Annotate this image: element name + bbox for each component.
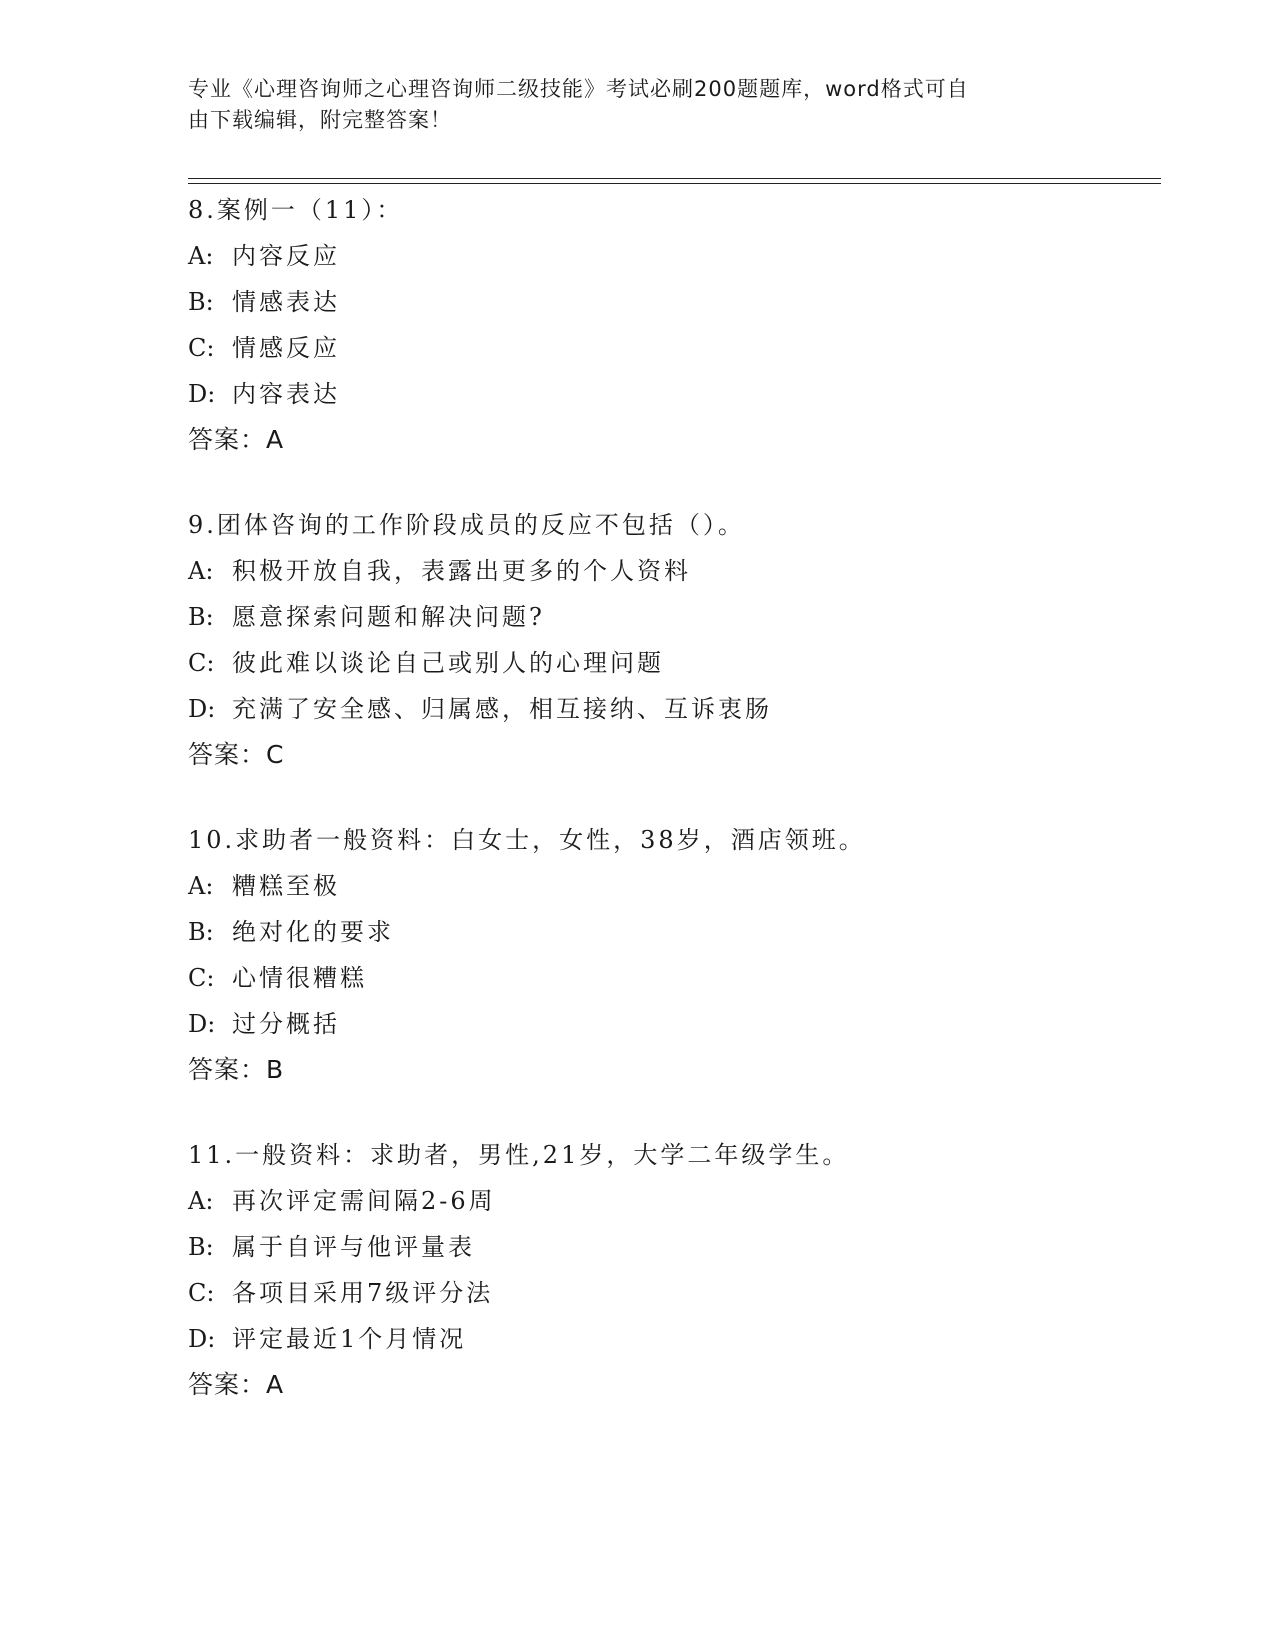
option-text: 愿意探索问题和解决问题? xyxy=(232,603,545,631)
option-text: 过分概括 xyxy=(232,1010,340,1038)
option-text: 情感表达 xyxy=(232,288,340,316)
answer-line: 答案：C xyxy=(188,740,285,769)
option-d xyxy=(188,686,1148,732)
option-b xyxy=(188,1224,1148,1270)
option-letter: C: xyxy=(188,1279,215,1307)
option-text: 积极开放自我，表露出更多的个人资料 xyxy=(232,557,691,585)
option-text: 评定最近1个月情况 xyxy=(232,1325,467,1353)
option-letter: D: xyxy=(188,380,216,408)
question-11 xyxy=(188,1132,1148,1408)
header-line-2: 由下载编辑，附完整答案！ xyxy=(188,108,452,132)
option-letter: B: xyxy=(188,603,214,631)
document-header xyxy=(188,74,1088,136)
option-letter: B: xyxy=(188,1233,214,1261)
option-c xyxy=(188,1270,1148,1316)
option-b xyxy=(188,909,1148,955)
option-text: 彼此难以谈论自己或别人的心理问题 xyxy=(232,649,664,677)
option-d xyxy=(188,371,1148,417)
option-c xyxy=(188,325,1148,371)
option-text: 充满了安全感、归属感，相互接纳、互诉衷肠 xyxy=(232,695,772,723)
header-divider-bottom xyxy=(188,183,1161,184)
option-letter: B: xyxy=(188,288,214,316)
option-text: 内容反应 xyxy=(232,242,340,270)
question-10 xyxy=(188,817,1148,1093)
question-stem: 9.团体咨询的工作阶段成员的反应不包括（）。 xyxy=(188,511,745,539)
option-c xyxy=(188,640,1148,686)
option-a xyxy=(188,548,1148,594)
option-d xyxy=(188,1001,1148,1047)
option-letter: A: xyxy=(188,557,214,585)
option-text: 内容表达 xyxy=(232,380,340,408)
option-text: 糟糕至极 xyxy=(232,872,340,900)
option-a xyxy=(188,1178,1148,1224)
option-text: 绝对化的要求 xyxy=(232,918,394,946)
answer-line: 答案：A xyxy=(188,1370,285,1399)
option-a xyxy=(188,863,1148,909)
option-letter: A: xyxy=(188,872,214,900)
option-letter: D: xyxy=(188,1010,216,1038)
option-text: 心情很糟糕 xyxy=(232,964,367,992)
question-8 xyxy=(188,187,1148,463)
option-b xyxy=(188,594,1148,640)
question-stem: 8.案例一（11）： xyxy=(188,196,404,224)
question-stem: 10.求助者一般资料：白女士，女性，38岁，酒店领班。 xyxy=(188,826,866,854)
option-letter: D: xyxy=(188,1325,216,1353)
option-text: 情感反应 xyxy=(232,334,340,362)
option-letter: C: xyxy=(188,649,215,677)
option-c xyxy=(188,955,1148,1001)
option-text: 属于自评与他评量表 xyxy=(232,1233,475,1261)
header-line-1: 专业《心理咨询师之心理咨询师二级技能》考试必刷200题题库，word格式可自 xyxy=(188,77,969,101)
option-letter: B: xyxy=(188,918,214,946)
header-divider-top xyxy=(188,178,1161,179)
option-text: 再次评定需间隔2-6周 xyxy=(232,1187,496,1215)
option-letter: A: xyxy=(188,1187,214,1215)
answer-line: 答案：A xyxy=(188,425,285,454)
question-stem: 11.一般资料：求助者，男性,21岁，大学二年级学生。 xyxy=(188,1141,850,1169)
option-letter: C: xyxy=(188,334,215,362)
option-letter: D: xyxy=(188,695,216,723)
option-text: 各项目采用7级评分法 xyxy=(232,1279,494,1307)
option-b xyxy=(188,279,1148,325)
option-letter: C: xyxy=(188,964,215,992)
option-letter: A: xyxy=(188,242,214,270)
option-a xyxy=(188,233,1148,279)
option-d xyxy=(188,1316,1148,1362)
question-9 xyxy=(188,502,1148,778)
answer-line: 答案：B xyxy=(188,1055,285,1084)
